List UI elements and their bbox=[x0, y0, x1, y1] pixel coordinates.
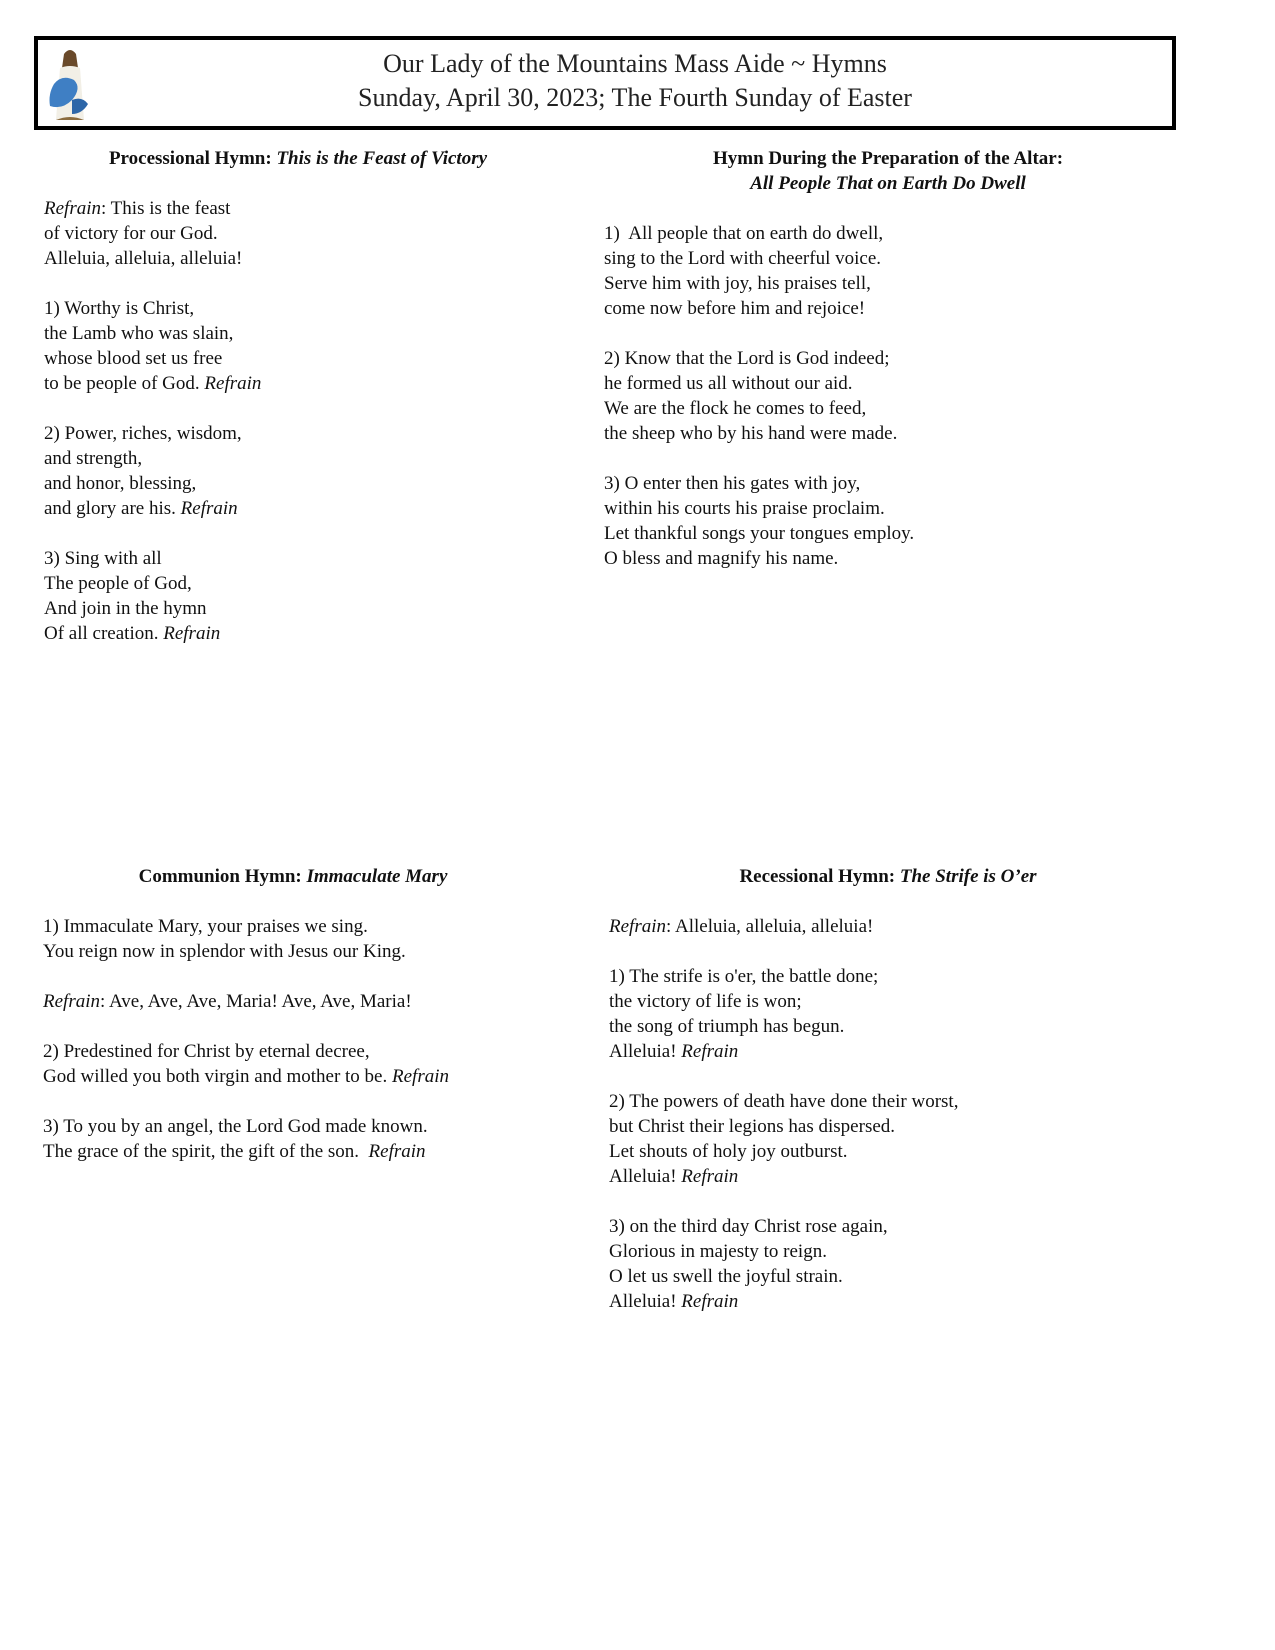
communion-label: Communion Hymn: bbox=[138, 866, 307, 887]
refrain-line: : Alleluia, alleluia, alleluia! bbox=[666, 916, 874, 937]
refrain-label: Refrain bbox=[681, 1291, 739, 1312]
verse-line: the sheep who by his hand were made. bbox=[604, 423, 898, 444]
verse-line: 3) To you by an angel, the Lord God made known. bbox=[43, 1116, 428, 1137]
header-date: Sunday, April 30, 2023; The Fourth Sunday of Easter bbox=[358, 83, 912, 112]
recessional-verse-3 bbox=[609, 1214, 1169, 1314]
communion-verse-2 bbox=[43, 1039, 603, 1089]
header-title: Our Lady of the Mountains Mass Aide ~ Hymns bbox=[383, 49, 887, 78]
verse-line: 3) on the third day Christ rose again, bbox=[609, 1216, 888, 1237]
verse-line: 3) Sing with all bbox=[44, 548, 162, 569]
processional-hymn-section bbox=[44, 146, 552, 646]
processional-heading bbox=[44, 146, 552, 171]
recessional-verse-1 bbox=[609, 964, 1169, 1064]
refrain-label: Refrain bbox=[368, 1141, 426, 1162]
preparation-verse-3 bbox=[604, 471, 1164, 571]
preparation-verse-1 bbox=[604, 221, 1164, 321]
processional-refrain bbox=[44, 196, 552, 271]
verse-line: Alleluia! bbox=[609, 1041, 682, 1062]
recessional-title: The Strife is O’er bbox=[899, 866, 1037, 887]
refrain-line: Alleluia, alleluia, alleluia! bbox=[44, 248, 243, 269]
verse-line: 2) Power, riches, wisdom, bbox=[44, 423, 242, 444]
verse-line: but Christ their legions has dispersed. bbox=[609, 1116, 896, 1137]
virgin-mary-image-icon bbox=[42, 44, 98, 124]
refrain-label: Refrain bbox=[180, 498, 238, 519]
refrain-label: Refrain bbox=[163, 623, 221, 644]
refrain-line: : Ave, Ave, Ave, Maria! Ave, Ave, Maria! bbox=[100, 991, 412, 1012]
verse-line: You reign now in splendor with Jesus our King. bbox=[43, 941, 406, 962]
processional-verse-3 bbox=[44, 546, 552, 646]
verse-line: Alleluia! bbox=[609, 1166, 682, 1187]
refrain-line: : This is the feast bbox=[101, 198, 231, 219]
verse-line: the song of triumph has begun. bbox=[609, 1016, 845, 1037]
verse-line: 2) The powers of death have done their worst, bbox=[609, 1091, 959, 1112]
refrain-label: Refrain bbox=[681, 1041, 739, 1062]
verse-line: the victory of life is won; bbox=[609, 991, 802, 1012]
verse-line: 1) All people that on earth do dwell, bbox=[604, 223, 884, 244]
verse-line: and honor, blessing, bbox=[44, 473, 197, 494]
verse-line: Let shouts of holy joy outburst. bbox=[609, 1141, 848, 1162]
processional-verse-2 bbox=[44, 421, 552, 521]
verse-line: 1) The strife is o'er, the battle done; bbox=[609, 966, 879, 987]
header-box bbox=[34, 36, 1176, 130]
refrain-label: Refrain bbox=[609, 916, 666, 937]
recessional-hymn-section bbox=[609, 864, 1169, 1314]
communion-refrain bbox=[43, 989, 603, 1014]
verse-line: Of all creation. bbox=[44, 623, 164, 644]
preparation-title: All People That on Earth Do Dwell bbox=[750, 173, 1026, 194]
refrain-label: Refrain bbox=[392, 1066, 449, 1087]
verse-line: and glory are his. bbox=[44, 498, 181, 519]
refrain-label: Refrain bbox=[44, 198, 101, 219]
verse-line: and strength, bbox=[44, 448, 143, 469]
communion-heading bbox=[43, 864, 543, 889]
communion-hymn-section bbox=[43, 864, 603, 1164]
verse-line: sing to the Lord with cheerful voice. bbox=[604, 248, 882, 269]
recessional-verse-2 bbox=[609, 1089, 1169, 1189]
verse-line: 1) Worthy is Christ, bbox=[44, 298, 195, 319]
verse-line: to be people of God. bbox=[44, 373, 205, 394]
communion-verse-1 bbox=[43, 914, 603, 964]
recessional-refrain bbox=[609, 914, 1169, 939]
refrain-label: Refrain bbox=[204, 373, 262, 394]
verse-line: within his courts his praise proclaim. bbox=[604, 498, 885, 519]
processional-title: This is the Feast of Victory bbox=[276, 148, 488, 169]
communion-title: Immaculate Mary bbox=[306, 866, 448, 887]
verse-line: God willed you both virgin and mother to be. bbox=[43, 1066, 392, 1087]
recessional-label: Recessional Hymn: bbox=[739, 866, 900, 887]
verse-line: Serve him with joy, his praises tell, bbox=[604, 273, 871, 294]
verse-line: he formed us all without our aid. bbox=[604, 373, 853, 394]
verse-line: Glorious in majesty to reign. bbox=[609, 1241, 827, 1262]
verse-line: come now before him and rejoice! bbox=[604, 298, 866, 319]
verse-line: O bless and magnify his name. bbox=[604, 548, 839, 569]
verse-line: 2) Know that the Lord is God indeed; bbox=[604, 348, 890, 369]
preparation-verse-2 bbox=[604, 346, 1164, 446]
preparation-heading bbox=[604, 146, 1164, 196]
communion-verse-3 bbox=[43, 1114, 603, 1164]
verse-line: The grace of the spirit, the gift of the son. bbox=[43, 1141, 369, 1162]
verse-line: 3) O enter then his gates with joy, bbox=[604, 473, 861, 494]
recessional-heading bbox=[609, 864, 1167, 889]
refrain-line: of victory for our God. bbox=[44, 223, 218, 244]
verse-line: the Lamb who was slain, bbox=[44, 323, 234, 344]
verse-line: And join in the hymn bbox=[44, 598, 207, 619]
verse-line: Alleluia! bbox=[609, 1291, 682, 1312]
verse-line: The people of God, bbox=[44, 573, 192, 594]
verse-line: whose blood set us free bbox=[44, 348, 223, 369]
verse-line: We are the flock he comes to feed, bbox=[604, 398, 867, 419]
preparation-label: Hymn During the Preparation of the Altar: bbox=[712, 148, 1064, 169]
processional-verse-1 bbox=[44, 296, 552, 396]
processional-label: Processional Hymn: bbox=[108, 148, 277, 169]
refrain-label: Refrain bbox=[681, 1166, 739, 1187]
verse-line: Let thankful songs your tongues employ. bbox=[604, 523, 915, 544]
verse-line: 1) Immaculate Mary, your praises we sing. bbox=[43, 916, 368, 937]
verse-line: 2) Predestined for Christ by eternal decree, bbox=[43, 1041, 370, 1062]
verse-line: O let us swell the joyful strain. bbox=[609, 1266, 843, 1287]
preparation-hymn-section bbox=[604, 146, 1164, 571]
refrain-label: Refrain bbox=[43, 991, 100, 1012]
